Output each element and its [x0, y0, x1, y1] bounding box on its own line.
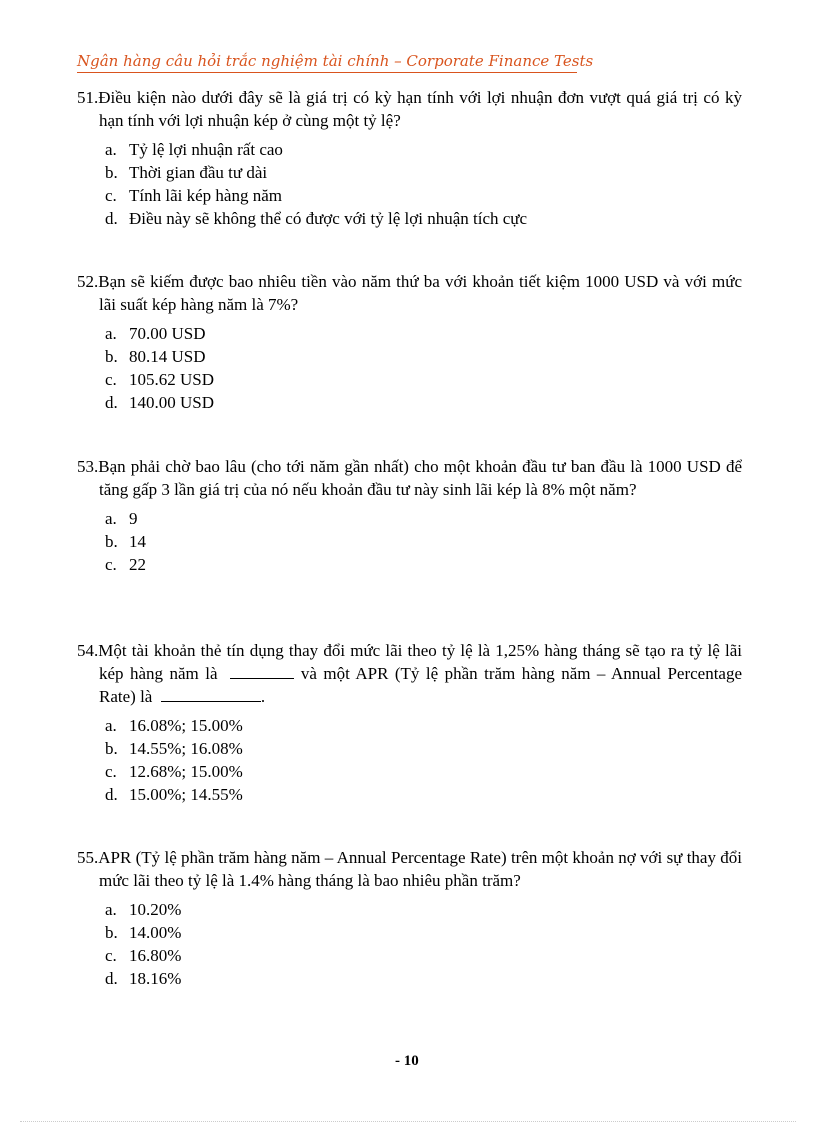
- options-list: [77, 507, 742, 576]
- option-c: c. 105.62 USD: [105, 370, 215, 389]
- option-b: b. 14.55%; 16.08%: [105, 739, 243, 758]
- question-text: 52.Bạn sẽ kiếm được bao nhiêu tiền vào năm thứ ba với khoản tiết kiệm 1000 USD và với mức lãi suất kép hàng năm là 7%?: [77, 272, 742, 314]
- option-a: a. 9: [105, 509, 138, 528]
- footer-divider: [20, 1121, 796, 1122]
- page-number: - 10: [395, 1053, 419, 1069]
- question-text: 51.Điều kiện nào dưới đây sẽ là giá trị có kỳ hạn tính với lợi nhuận đơn vượt quá giá trị có kỳ hạn tính với lợi nhuận kép ở cùng một tỷ lệ?: [77, 88, 742, 130]
- question-text: 54.Một tài khoản thẻ tín dụng thay đổi mức lãi theo tỷ lệ là 1,25% hàng tháng sẽ tạo ra tỷ lệ lãi kép hàng năm là và một APR (Tỷ lệ phần trăm hàng năm – Annual Percentage Rate) là .: [77, 641, 743, 706]
- option-b: b. Thời gian đầu tư dài: [105, 163, 268, 182]
- question-52: [77, 270, 742, 414]
- options-list: [77, 138, 742, 230]
- option-a: a. 16.08%; 15.00%: [105, 716, 243, 735]
- question-text: 53.Bạn phải chờ bao lâu (cho tới năm gần nhất) cho một khoản đầu tư ban đầu là 1000 USD để tăng gấp 3 lần giá trị của nó nếu khoản đầu tư này sinh lãi kép là 8% một năm?: [77, 457, 742, 499]
- question-55: [77, 846, 742, 990]
- option-d: d. 140.00 USD: [105, 393, 215, 412]
- option-b: b. 80.14 USD: [105, 347, 206, 366]
- question-53: [77, 455, 742, 576]
- option-d: d. 15.00%; 14.55%: [105, 785, 243, 804]
- question-51: [77, 86, 742, 230]
- options-list: [77, 898, 742, 990]
- option-d: d. 18.16%: [105, 969, 182, 988]
- question-text: 55.APR (Tỷ lệ phần trăm hàng năm – Annual Percentage Rate) trên một khoản nợ với sự thay đổi mức lãi theo tỷ lệ là 1.4% hàng tháng là bao nhiêu phần trăm?: [77, 848, 742, 890]
- options-list: [77, 714, 742, 806]
- option-c: c. 12.68%; 15.00%: [105, 762, 243, 781]
- option-c: c. 22: [105, 555, 146, 574]
- answer-blank: [161, 685, 261, 702]
- option-c: c. 16.80%: [105, 946, 182, 965]
- question-54: [77, 639, 742, 806]
- option-a: a. 70.00 USD: [105, 324, 206, 343]
- page-header: Ngân hàng câu hỏi trắc nghiệm tài chính – Corporate Finance Tests: [77, 52, 577, 73]
- answer-blank: [230, 662, 294, 679]
- option-a: a. 10.20%: [105, 900, 182, 919]
- option-b: b. 14: [105, 532, 146, 551]
- option-c: c. Tính lãi kép hàng năm: [105, 186, 282, 205]
- options-list: [77, 322, 742, 414]
- option-b: b. 14.00%: [105, 923, 182, 942]
- option-d: d. Điều này sẽ không thể có được với tỷ lệ lợi nhuận tích cực: [105, 209, 528, 228]
- option-a: a. Tỷ lệ lợi nhuận rất cao: [105, 140, 283, 159]
